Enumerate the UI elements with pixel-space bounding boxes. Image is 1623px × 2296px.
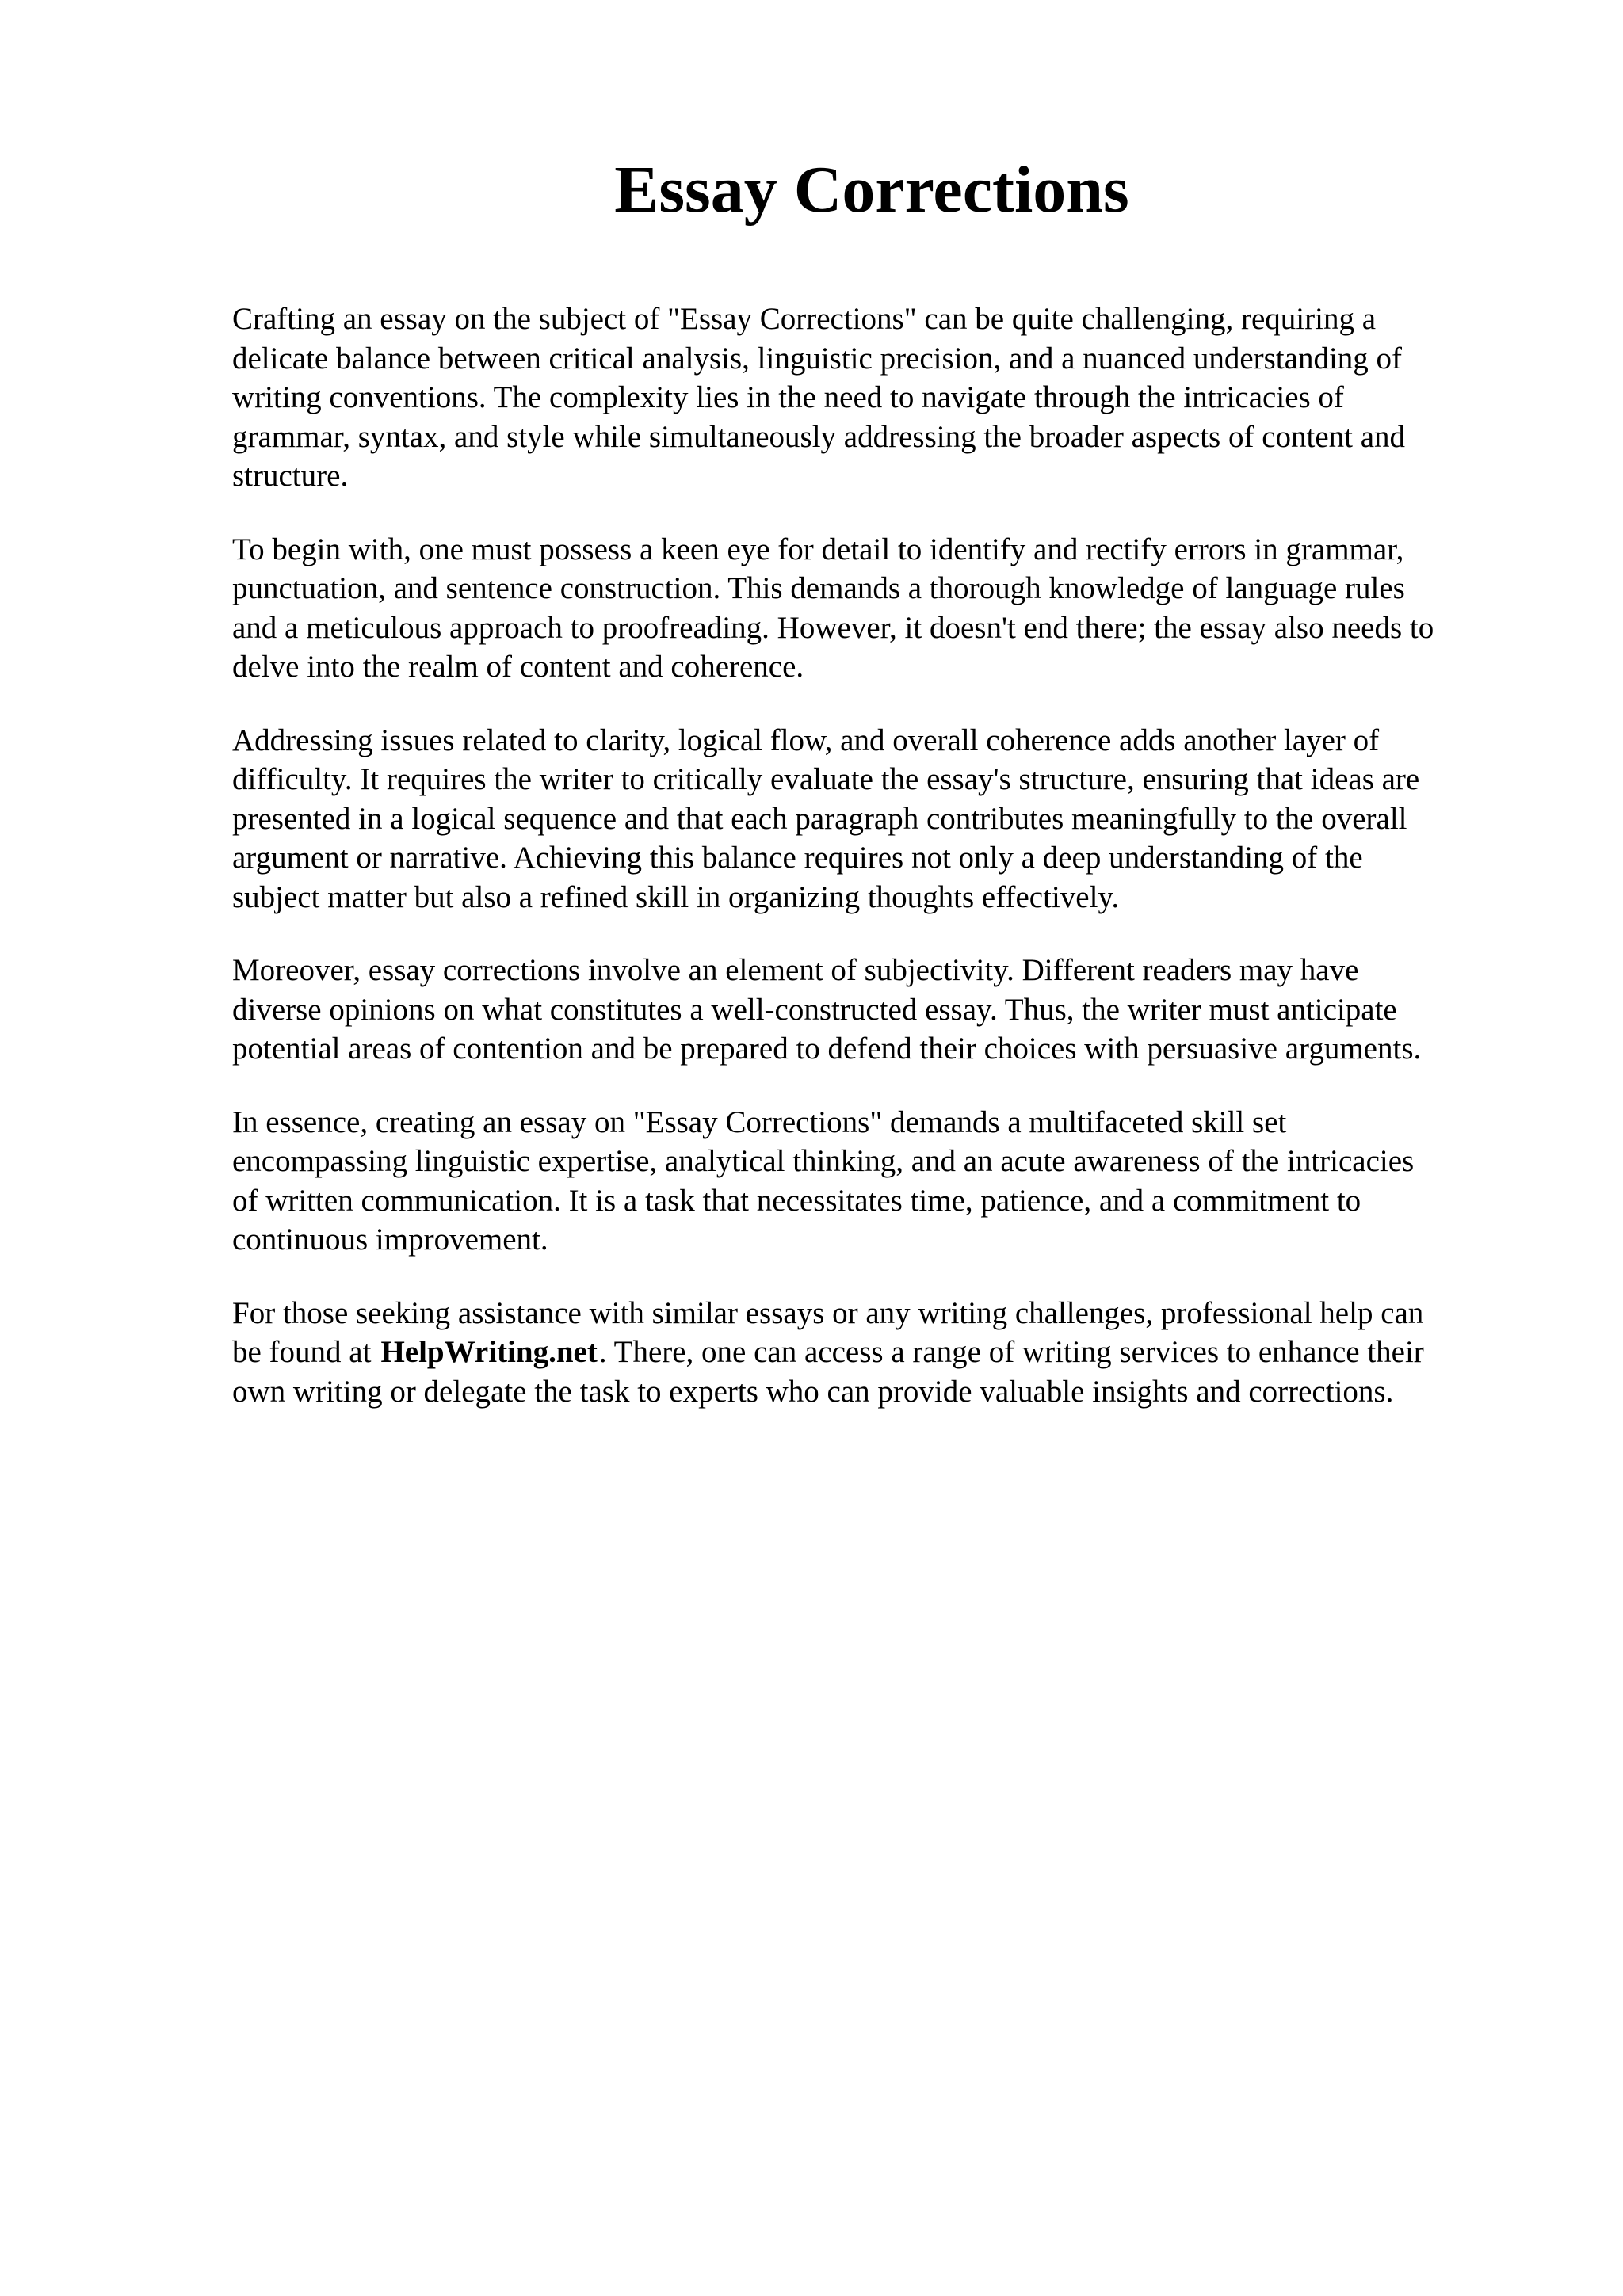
closing-text-after-link: . There, one can access a range of writing services to enhance their own writing or delegate the task to experts who can provide valuable insights and corrections.: [232, 1335, 1424, 1409]
document-title: Essay Corrections: [614, 153, 1129, 227]
helpwriting-link[interactable]: HelpWriting.net: [380, 1335, 598, 1369]
paragraph-3: Addressing issues related to clarity, logical flow, and overall coherence adds another layer of difficulty. It requires the writer to critically evaluate the essay's structure, ensuring that ideas are presented in a logical sequence and that each paragraph contributes meaningfully to the overall argument or narrative. Achieving this balance requires not only a deep understanding of the subject matter but also a refined skill in organizing thoughts effectively.: [232, 723, 1420, 914]
document-body: [232, 299, 1516, 1445]
paragraph-1: Crafting an essay on the subject of "Essay Corrections" can be quite challenging, requiring a delicate balance between critical analysis, linguistic precision, and a nuanced understanding of writing conventions. The complexity lies in the need to navigate through the intricacies of grammar, syntax, and style while simultaneously addressing the broader aspects of content and structure.: [232, 302, 1406, 493]
closing-text-before-link: For those seeking assistance with similar essays or any writing challenges, professional help can be found at: [232, 1295, 1424, 1369]
closing-paragraph: [232, 1294, 1516, 1412]
paragraph-5: In essence, creating an essay on "Essay Corrections" demands a multifaceted skill set encompassing linguistic expertise, analytical thinking, and an acute awareness of the intricacies of written communication. It is a task that necessitates time, patience, and a commitment to continuous improvement.: [232, 1104, 1415, 1257]
paragraph-2: To begin with, one must possess a keen eye for detail to identify and rectify errors in grammar, punctuation, and sentence construction. This demands a thorough knowledge of language rules and a meticulous approach to proofreading. However, it doesn't end there; the essay also needs to delve into the realm of content and coherence.: [232, 532, 1434, 684]
paragraph-4: Moreover, essay corrections involve an element of subjectivity. Different readers may have diverse opinions on what constitutes a well-constructed essay. Thus, the writer must anticipate potential areas of contention and be prepared to defend their choices with persuasive arguments.: [232, 953, 1422, 1066]
